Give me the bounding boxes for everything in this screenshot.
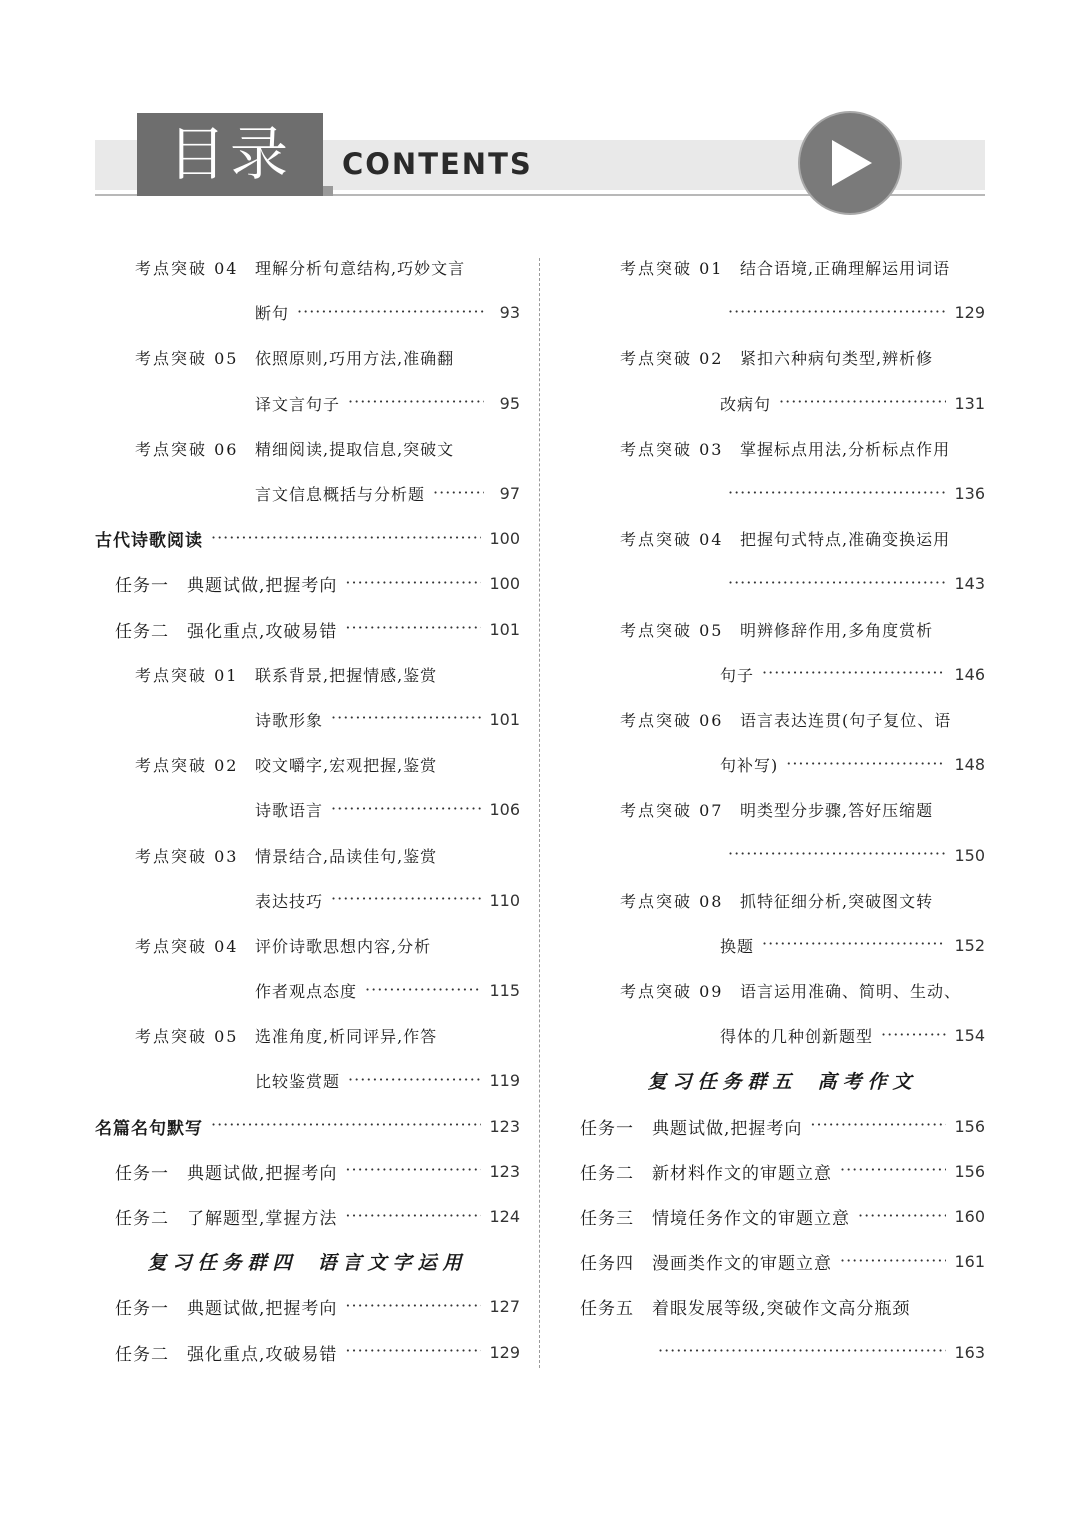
toc-task bbox=[115, 1330, 520, 1375]
dot-leader bbox=[840, 1163, 946, 1179]
task-page: 127 bbox=[489, 1297, 520, 1317]
toc-entry bbox=[620, 968, 985, 1013]
dot-leader bbox=[211, 531, 481, 547]
task-page: 156 bbox=[954, 1116, 985, 1136]
toc-task bbox=[115, 561, 520, 606]
entry-label: 考点突破 04 bbox=[135, 259, 239, 279]
dot-leader bbox=[858, 1209, 946, 1225]
entry-title-cont: 诗歌语言 bbox=[255, 801, 324, 821]
column-divider bbox=[539, 258, 540, 1368]
dot-leader bbox=[658, 1344, 946, 1360]
entry-page: 95 bbox=[499, 393, 520, 413]
group-heading-title: 语言文字运用 bbox=[317, 1252, 468, 1275]
task-title: 典题试做,把握考向 bbox=[187, 1299, 338, 1320]
entry-page: 131 bbox=[954, 393, 985, 413]
task-label: 任务二 bbox=[580, 1163, 634, 1184]
toc-entry-continued bbox=[720, 832, 985, 877]
task-title: 强化重点,攻破易错 bbox=[187, 621, 338, 642]
entry-label: 考点突破 01 bbox=[620, 259, 724, 279]
toc-entry bbox=[135, 652, 520, 697]
entry-label: 考点突破 08 bbox=[620, 891, 724, 911]
entry-page: 150 bbox=[954, 845, 985, 865]
dot-leader bbox=[779, 395, 946, 411]
page-title: 目录 bbox=[167, 120, 292, 188]
entry-page: 152 bbox=[954, 935, 985, 955]
group-heading-number: 复习任务群五 bbox=[647, 1071, 798, 1094]
entry-title: 情景结合,品读佳句,鉴赏 bbox=[255, 846, 438, 866]
entry-title-cont: 句补写) bbox=[720, 756, 779, 776]
dot-leader bbox=[345, 1209, 481, 1225]
toc-task bbox=[580, 1284, 985, 1329]
entry-title-cont: 比较鉴赏题 bbox=[255, 1072, 341, 1092]
task-title: 典题试做,把握考向 bbox=[187, 576, 338, 597]
toc-entry-continued bbox=[720, 1013, 985, 1058]
toc-task bbox=[115, 1149, 520, 1194]
task-page: 161 bbox=[954, 1252, 985, 1272]
entry-label: 考点突破 04 bbox=[620, 530, 724, 550]
toc-entry bbox=[135, 832, 520, 877]
entry-label: 考点突破 03 bbox=[620, 439, 724, 459]
entry-title: 抓特征细分析,突破图文转 bbox=[740, 891, 934, 911]
toc-entry-continued bbox=[255, 697, 520, 742]
toc-entry bbox=[620, 697, 985, 742]
entry-title: 评价诗歌思想内容,分析 bbox=[255, 936, 432, 956]
section-page: 123 bbox=[489, 1116, 520, 1136]
entry-page: 97 bbox=[499, 484, 520, 504]
entry-title-cont: 换题 bbox=[720, 936, 755, 956]
entry-title: 语言运用准确、简明、生动、 bbox=[740, 982, 962, 1002]
entry-label: 考点突破 09 bbox=[620, 982, 724, 1002]
section-title: 名篇名句默写 bbox=[95, 1118, 203, 1139]
toc-task bbox=[115, 1194, 520, 1239]
dot-leader bbox=[345, 576, 481, 592]
toc-task bbox=[115, 607, 520, 652]
task-title: 漫画类作文的审题立意 bbox=[652, 1254, 832, 1275]
task-title: 强化重点,攻破易错 bbox=[187, 1344, 338, 1365]
toc-entry-continued bbox=[720, 471, 985, 516]
task-page: 163 bbox=[954, 1342, 985, 1362]
entry-title: 掌握标点用法,分析标点作用 bbox=[740, 439, 951, 459]
toc-entry bbox=[135, 426, 520, 471]
entry-title: 联系背景,把握情感,鉴赏 bbox=[255, 665, 438, 685]
toc-task bbox=[580, 1194, 985, 1239]
dot-leader bbox=[345, 1344, 481, 1360]
dot-leader bbox=[728, 305, 946, 321]
dot-leader bbox=[728, 576, 946, 592]
entry-title: 语言表达连贯(句子复位、语 bbox=[740, 710, 952, 730]
entry-title-cont: 改病句 bbox=[720, 394, 772, 414]
entry-label: 考点突破 02 bbox=[135, 756, 239, 776]
task-label: 任务一 bbox=[115, 576, 169, 597]
dot-leader bbox=[810, 1118, 946, 1134]
task-page: 129 bbox=[489, 1342, 520, 1362]
toc-entry-continued bbox=[255, 381, 520, 426]
entry-title-cont: 作者观点态度 bbox=[255, 982, 358, 1002]
toc-entry-continued bbox=[720, 381, 985, 426]
entry-title: 明辨修辞作用,多角度赏析 bbox=[740, 620, 934, 640]
dot-leader bbox=[345, 621, 481, 637]
entry-title-cont: 得体的几种创新题型 bbox=[720, 1027, 874, 1047]
dot-leader bbox=[840, 1254, 946, 1270]
entry-page: 148 bbox=[954, 755, 985, 775]
entry-label: 考点突破 04 bbox=[135, 936, 239, 956]
entry-page: 101 bbox=[489, 709, 520, 729]
task-page: 101 bbox=[489, 619, 520, 639]
entry-page: 146 bbox=[954, 664, 985, 684]
dot-leader bbox=[345, 1299, 481, 1315]
dot-leader bbox=[762, 666, 946, 682]
task-label: 任务五 bbox=[580, 1299, 634, 1320]
dot-leader bbox=[433, 486, 484, 502]
toc-entry-continued bbox=[720, 652, 985, 697]
entry-page: 136 bbox=[954, 484, 985, 504]
group-heading bbox=[95, 1239, 520, 1284]
entry-page: 129 bbox=[954, 303, 985, 323]
toc-task bbox=[580, 1104, 985, 1149]
toc-entry-continued bbox=[720, 742, 985, 787]
toc-entry-continued bbox=[255, 1058, 520, 1103]
task-title: 新材料作文的审题立意 bbox=[652, 1163, 832, 1184]
toc-section bbox=[95, 1104, 520, 1149]
toc-task bbox=[115, 1284, 520, 1329]
entry-page: 119 bbox=[489, 1071, 520, 1091]
entry-page: 110 bbox=[489, 890, 520, 910]
dot-leader bbox=[331, 711, 481, 727]
task-page: 124 bbox=[489, 1207, 520, 1227]
task-title: 了解题型,掌握方法 bbox=[187, 1209, 338, 1230]
toc-entry bbox=[620, 878, 985, 923]
toc-task bbox=[580, 1239, 985, 1284]
toc-entry bbox=[135, 923, 520, 968]
task-title: 着眼发展等级,突破作文高分瓶颈 bbox=[652, 1299, 911, 1320]
task-label: 任务一 bbox=[115, 1163, 169, 1184]
entry-title: 咬文嚼字,宏观把握,鉴赏 bbox=[255, 756, 438, 776]
entry-title: 紧扣六种病句类型,辨析修 bbox=[740, 349, 934, 369]
dot-leader bbox=[348, 1073, 481, 1089]
entry-label: 考点突破 02 bbox=[620, 349, 724, 369]
toc-entry-continued bbox=[720, 923, 985, 968]
toc-entry bbox=[135, 1013, 520, 1058]
entry-label: 考点突破 01 bbox=[135, 665, 239, 685]
task-label: 任务二 bbox=[115, 1344, 169, 1365]
play-icon bbox=[832, 140, 872, 186]
task-title: 情境任务作文的审题立意 bbox=[652, 1209, 850, 1230]
dot-leader bbox=[331, 802, 481, 818]
entry-title: 选准角度,析同评异,作答 bbox=[255, 1027, 438, 1047]
dot-leader bbox=[728, 486, 946, 502]
toc-entry bbox=[620, 426, 985, 471]
toc-entry bbox=[620, 335, 985, 380]
toc-entry bbox=[135, 742, 520, 787]
dot-leader bbox=[345, 1163, 481, 1179]
task-title: 典题试做,把握考向 bbox=[187, 1163, 338, 1184]
entry-page: 115 bbox=[489, 981, 520, 1001]
entry-label: 考点突破 06 bbox=[135, 439, 239, 459]
toc-entry bbox=[620, 245, 985, 290]
dot-leader bbox=[786, 757, 946, 773]
task-page: 156 bbox=[954, 1161, 985, 1181]
toc-column-left bbox=[95, 245, 520, 1375]
toc-entry bbox=[620, 516, 985, 561]
entry-label: 考点突破 05 bbox=[135, 1027, 239, 1047]
toc-entry bbox=[135, 245, 520, 290]
toc-column-right bbox=[580, 245, 985, 1375]
play-button bbox=[800, 113, 900, 213]
entry-title-cont: 译文言句子 bbox=[255, 394, 341, 414]
task-label: 任务二 bbox=[115, 621, 169, 642]
entry-title-cont: 言文信息概括与分析题 bbox=[255, 485, 426, 505]
toc-entry-continued bbox=[720, 290, 985, 335]
toc-entry-continued bbox=[255, 968, 520, 1013]
toc-entry bbox=[620, 607, 985, 652]
dot-leader bbox=[762, 937, 946, 953]
toc-entry-continued bbox=[255, 471, 520, 516]
toc-entry-continued bbox=[255, 787, 520, 832]
entry-label: 考点突破 07 bbox=[620, 801, 724, 821]
toc-entry-continued bbox=[255, 290, 520, 335]
task-label: 任务四 bbox=[580, 1254, 634, 1275]
task-label: 任务一 bbox=[115, 1299, 169, 1320]
entry-title: 明类型分步骤,答好压缩题 bbox=[740, 801, 934, 821]
entry-label: 考点突破 05 bbox=[620, 620, 724, 640]
entry-title-cont: 诗歌形象 bbox=[255, 710, 324, 730]
toc-task-continued bbox=[650, 1330, 985, 1375]
dot-leader bbox=[348, 395, 484, 411]
section-page: 100 bbox=[489, 529, 520, 549]
dot-leader bbox=[881, 1028, 946, 1044]
toc-entry bbox=[620, 787, 985, 832]
dot-leader bbox=[211, 1118, 481, 1134]
task-label: 任务一 bbox=[580, 1118, 634, 1139]
entry-title: 把握句式特点,准确变换运用 bbox=[740, 530, 951, 550]
group-heading bbox=[580, 1058, 985, 1103]
entry-page: 143 bbox=[954, 574, 985, 594]
section-title: 古代诗歌阅读 bbox=[95, 531, 203, 552]
entry-label: 考点突破 06 bbox=[620, 710, 724, 730]
toc-entry-continued bbox=[720, 561, 985, 606]
group-heading-number: 复习任务群四 bbox=[147, 1252, 298, 1275]
entry-page: 154 bbox=[954, 1026, 985, 1046]
entry-title-cont: 断句 bbox=[255, 304, 290, 324]
dot-leader bbox=[728, 847, 946, 863]
page-subtitle: CONTENTS bbox=[342, 147, 533, 181]
entry-label: 考点突破 05 bbox=[135, 349, 239, 369]
title-box-shadow bbox=[323, 186, 333, 196]
group-heading-title: 高考作文 bbox=[817, 1071, 918, 1094]
entry-label: 考点突破 03 bbox=[135, 846, 239, 866]
entry-title: 依照原则,巧用方法,准确翻 bbox=[255, 349, 455, 369]
toc-entry-continued bbox=[255, 878, 520, 923]
entry-title: 理解分析句意结构,巧妙文言 bbox=[255, 259, 466, 279]
task-page: 100 bbox=[489, 574, 520, 594]
dot-leader bbox=[297, 305, 484, 321]
task-page: 160 bbox=[954, 1207, 985, 1227]
task-label: 任务三 bbox=[580, 1209, 634, 1230]
entry-title: 精细阅读,提取信息,突破文 bbox=[255, 439, 455, 459]
toc-entry bbox=[135, 335, 520, 380]
toc-task bbox=[580, 1149, 985, 1194]
task-page: 123 bbox=[489, 1161, 520, 1181]
entry-page: 106 bbox=[489, 800, 520, 820]
entry-title-cont: 表达技巧 bbox=[255, 891, 324, 911]
task-title: 典题试做,把握考向 bbox=[652, 1118, 803, 1139]
dot-leader bbox=[331, 892, 481, 908]
toc-section bbox=[95, 516, 520, 561]
dot-leader bbox=[365, 983, 481, 999]
entry-title-cont: 句子 bbox=[720, 665, 755, 685]
entry-page: 93 bbox=[499, 303, 520, 323]
entry-title: 结合语境,正确理解运用词语 bbox=[740, 259, 951, 279]
task-label: 任务二 bbox=[115, 1209, 169, 1230]
